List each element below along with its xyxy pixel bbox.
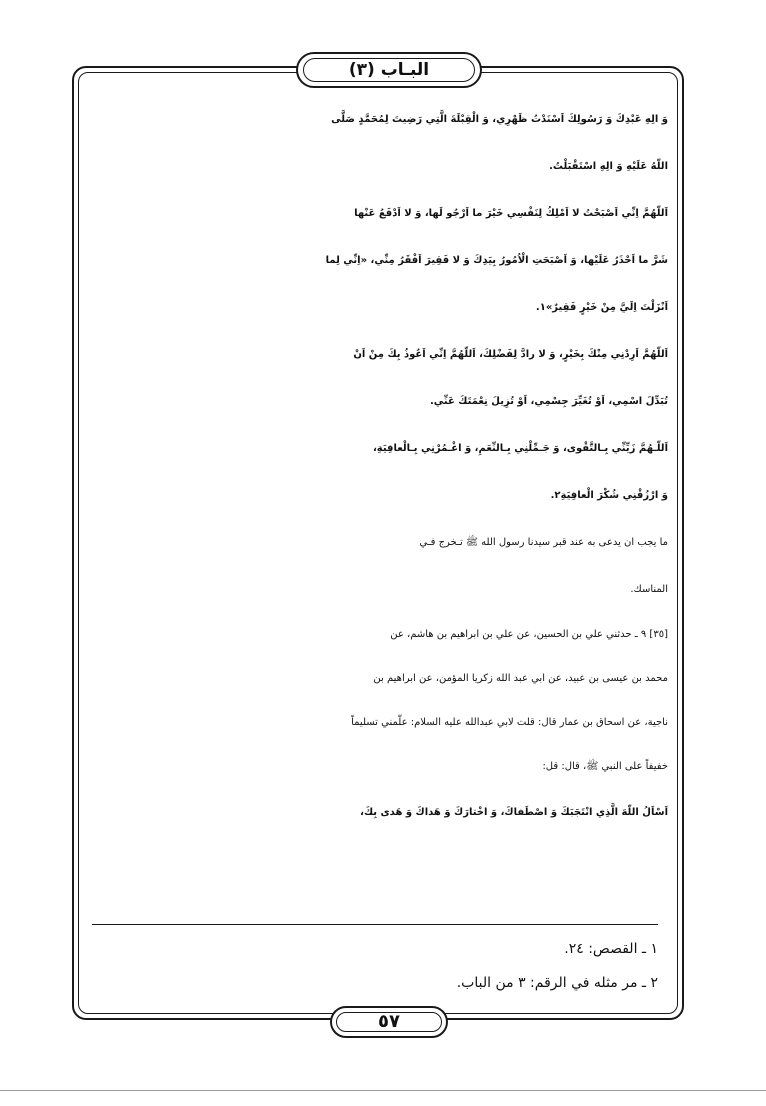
text-line: خفيفاً على النبي ﷺ، قال: قل: bbox=[542, 761, 668, 772]
text-line: اَسْاَلُ اللّهَ الَّذِي انْتَجَبَكَ وَ اصْطَفاكَ، وَ اخْتارَكَ وَ هَداكَ وَ هَدى بِكَ، bbox=[360, 807, 668, 818]
footnote: ٢ ـ مر مثله في الرقم: ٣ من الباب. bbox=[456, 975, 658, 991]
footnote-divider bbox=[92, 924, 658, 925]
chapter-title: البـاب (٣) bbox=[348, 60, 430, 80]
text-line: المناسك. bbox=[630, 584, 668, 595]
text-line: شَرَّ ما اَحْذَرُ عَلَيْها، وَ اَصْبَحَتِ الْاُمُورُ بِيَدِكَ وَ لا فَقِيرَ اَفْقَرُ مِنِّي، «اِنِّي لِما bbox=[325, 255, 668, 266]
footnote: ١ ـ القصص: ٢٤. bbox=[564, 941, 658, 957]
page-number: ٥٧ bbox=[378, 1011, 400, 1032]
text-line: اللّهُ عَلَيْهِ وَ الِهِ اسْتَقْبَلْتُ. bbox=[549, 161, 668, 172]
text-line: وَ ارْزُقْنِي شُكْرَ الْعافِيَةِ٢. bbox=[550, 490, 668, 501]
text-line: [٣٥] ٩ ـ حدثني علي بن الحسين، عن علي بن ابراهيم بن هاشم، عن bbox=[390, 629, 668, 640]
text-line: وَ الِهِ عَبْدِكَ وَ رَسُولِكَ اَسْنَدْتُ ظَهْرِي، وَ الْقِبْلَةَ الَّتِي رَضِيتَ لِمُحَمَّدٍ صَلَّى bbox=[331, 114, 668, 125]
scan-edge-line bbox=[0, 1090, 766, 1091]
text-line: محمد بن عيسى بن عبيد، عن ابي عبد الله زكريا المؤمن، عن ابراهيم بن bbox=[373, 673, 668, 684]
text-line: اَللّهُمَّ اِنِّي اَصْبَحْتُ لا اَمْلِكُ لِنَفْسِي خَيْرَ ما اَرْجُو لَها، وَ لا اَدْفَعُ عَنْها bbox=[354, 208, 668, 219]
text-line: اَنْزَلْتَ اِلَيَّ مِنْ خَيْرٍ فَقِيرٌ»١. bbox=[535, 302, 668, 313]
text-line: ناجية، عن اسحاق بن عمار قال: قلت لابي عبدالله عليه السلام: علّمني تسليماً bbox=[351, 717, 668, 728]
text-line: تُبَدِّلَ اسْمِي، اَوْ تُغَيِّرَ جِسْمِي، اَوْ تُزِيلَ نِعْمَتَكَ عَنِّي. bbox=[430, 396, 668, 407]
text-line: ما يجب ان يدعى به عند قبر سيدنا رسول الله ﷺ تـخرج فـي bbox=[419, 537, 668, 548]
body-text bbox=[92, 96, 668, 836]
footnotes bbox=[92, 932, 658, 1000]
text-line: اَللّهُمَّ اَرِدْنِي مِنْكَ بِخَيْرٍ، وَ لا رادَّ لِفَضْلِكَ، اَللّهُمَّ اِنِّي اَعُوذُ بِكَ مِنْ اَنْ bbox=[353, 349, 668, 360]
text-line: اَللّـهُمَّ زَيِّنِّي بِـالتَّقْوى، وَ جَـمِّلْنِي بِـالنِّعَمِ، وَ اغْـمُرْنِي بِـالْعافِيَةِ، bbox=[372, 443, 668, 454]
